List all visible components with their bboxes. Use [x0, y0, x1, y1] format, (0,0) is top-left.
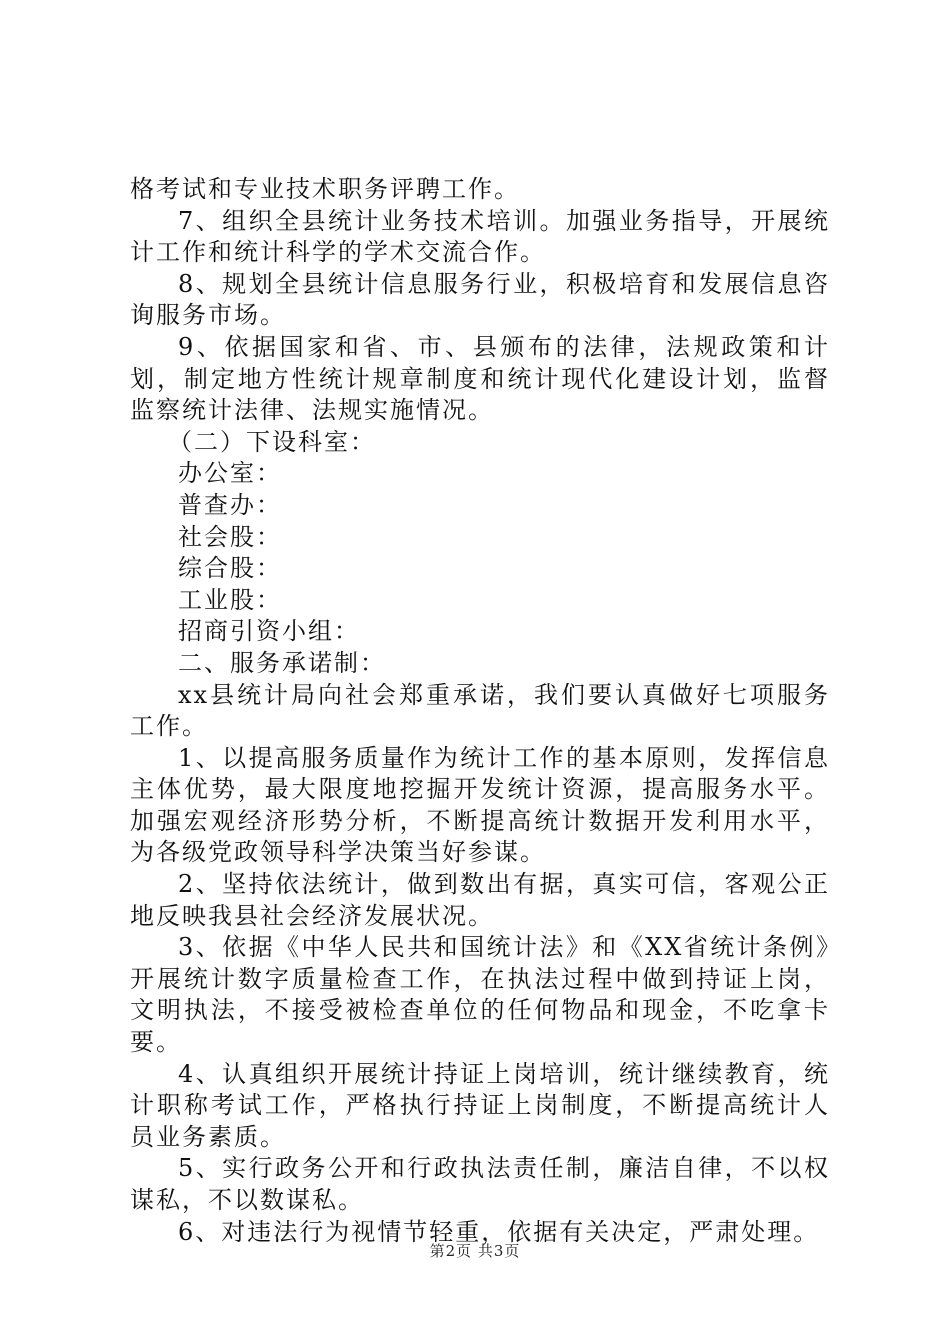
department-office: 办公室：	[178, 459, 282, 488]
department-comprehensive: 综合股：	[178, 554, 282, 583]
paragraph-commitment-5: 5、实行政务公开和行政执法责任制，廉洁自律，不以权谋私，不以数谋私。	[130, 1154, 830, 1214]
department-investment: 招商引资小组：	[178, 617, 360, 646]
section-heading-service-commitment: 二、服务承诺制：	[178, 648, 386, 677]
paragraph-commitment-3: 3、依据《中华人民共和国统计法》和《XX省统计条例》开展统计数字质量检查工作，在执法过程中做到持证上岗，文明执法，不接受被检查单位的任何物品和现金，不吃拿卡要。	[130, 933, 830, 1057]
paragraph-commitment-2: 2、坚持依法统计，做到数出有据，真实可信，客观公正地反映我县社会经济发展状况。	[130, 870, 830, 930]
page-number-footer: 第2页 共3页	[429, 1242, 521, 1260]
paragraph-commitment-6: 6、对违法行为视情节轻重，依据有关决定，严肃处理。	[178, 1217, 820, 1246]
paragraph-commitment-intro: xx县统计局向社会郑重承诺，我们要认真做好七项服务工作。	[130, 680, 830, 741]
department-industry: 工业股：	[178, 585, 282, 614]
paragraph-item-7: 7、组织全县统计业务技术培训。加强业务指导，开展统计工作和统计科学的学术交流合作。	[130, 206, 830, 267]
paragraph-item-9: 9、依据国家和省、市、县颁布的法律，法规政策和计划，制定地方性统计规章制度和统计现代化建设计划，监督监察统计法律、法规实施情况。	[130, 332, 830, 425]
section-heading-departments: （二）下设科室：	[168, 427, 376, 456]
paragraph-commitment-4: 4、认真组织开展统计持证上岗培训，统计继续教育，统计职称考试工作，严格执行持证上岗制度，不断提高统计人员业务素质。	[130, 1059, 830, 1151]
document-body	[130, 174, 830, 1248]
paragraph-commitment-1: 1、以提高服务质量作为统计工作的基本原则，发挥信息主体优势，最大限度地挖掘开发统计资源，提高服务水平。加强宏观经济形势分析，不断提高统计数据开发利用水平，为各级党政领导科学决策当好参谋。	[130, 743, 830, 867]
paragraph-item-8: 8、规划全县统计信息服务行业，积极培育和发展信息咨询服务市场。	[130, 269, 830, 330]
department-census: 普查办：	[178, 490, 282, 519]
paragraph-0: 格考试和专业技术职务评聘工作。	[130, 175, 520, 203]
department-social: 社会股：	[178, 522, 282, 551]
